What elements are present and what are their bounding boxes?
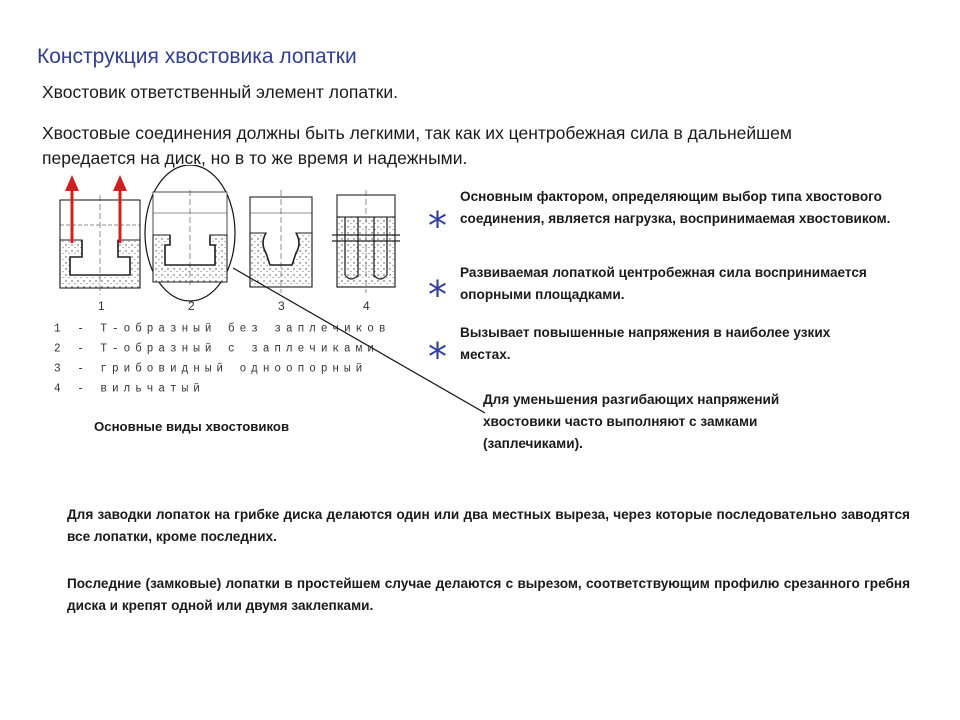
legend-item: 4 - вильчатый [54,383,205,396]
figure-number-2: 2 [188,299,195,313]
bullet-marker: * [428,204,447,248]
legend-item: 2 - Т-образный с заплечиками [54,343,379,356]
legend-item: 3 - грибовидный одноопорный [54,363,368,376]
page-title: Конструкция хвостовика лопатки [37,45,357,68]
intro-text-2: Хвостовые соединения должны быть легкими, так как их центробежная сила в дальнейшем передается на диск, но в то же время и надежными. [42,123,792,168]
bullet-text: Вызывает повышенные напряжения в наиболее узких местах. [460,325,831,362]
legend-item: 1 - Т-образный без заплечиков [54,323,391,336]
figure-legend [54,320,390,400]
bullet-marker: * [428,273,447,317]
bullet-marker: * [428,335,447,379]
intro-text: Хвостовик ответственный элемент лопатки. [42,82,399,102]
figure-caption: Основные виды хвостовиков [94,419,290,434]
locking-blade-paragraph: Последние (замковые) лопатки в простейшем случае делаются с вырезом, соответствующим профилю срезанного гребня диска и крепят одной или двумя заклепками. [67,576,910,613]
figure-number-1: 1 [98,299,105,313]
locks-note: Для уменьшения разгибающих напряжений хвостовики часто выполняют с замками (заплечиками). [483,392,780,451]
assembly-paragraph: Для заводки лопаток на грибке диска делаются один или два местных выреза, через которые последовательно заводятся все лопатки, кроме последних. [67,507,910,544]
bullet-text: Основным фактором, определяющим выбор типа хвостового соединения, является нагрузка, воспринимаемая хвостовиком. [460,189,891,226]
figure-number-4: 4 [363,299,370,313]
figure-number-3: 3 [278,299,285,313]
bullet-text: Развиваемая лопаткой центробежная сила воспринимается опорными площадками. [460,265,867,302]
